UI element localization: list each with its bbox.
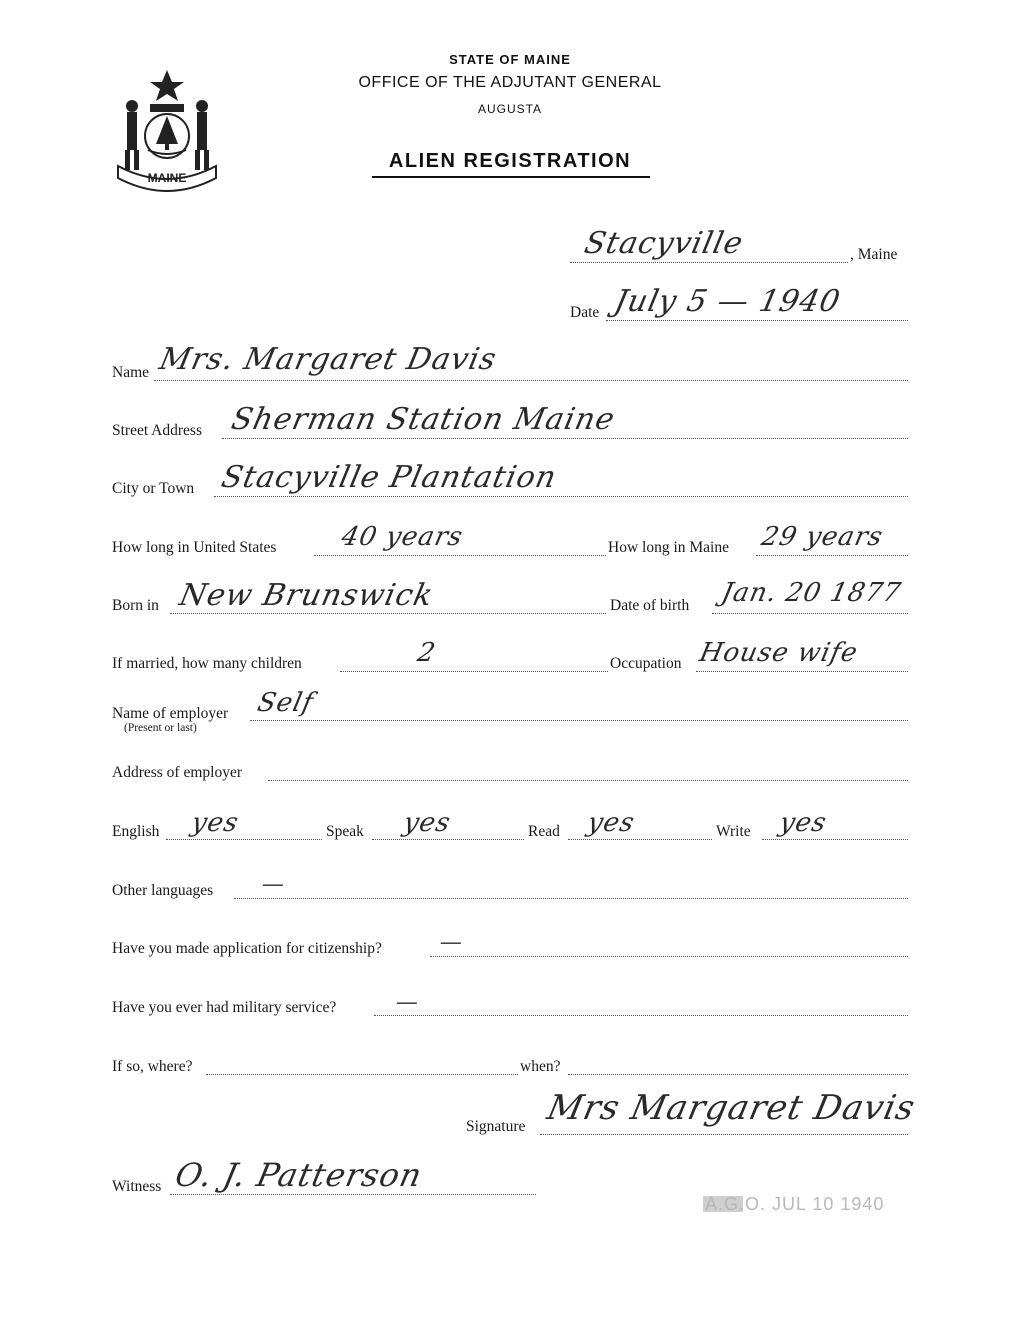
state-seal-icon [112, 66, 222, 192]
children-value: 2 [414, 638, 439, 668]
witness-label: Witness [112, 1178, 162, 1195]
office-heading: OFFICE OF THE ADJUTANT GENERAL [358, 74, 662, 91]
signature-label: Signature [466, 1118, 526, 1135]
write-label: Write [716, 823, 751, 840]
title-underline [372, 176, 650, 178]
born-label: Born in [112, 597, 159, 614]
when-label: when? [520, 1058, 561, 1075]
occupation-value: House wife [696, 638, 861, 668]
speak-value: yes [400, 808, 454, 838]
born-value: New Brunswick [176, 578, 437, 613]
english-label: English [112, 823, 160, 840]
employer-note: (Present or last) [124, 722, 197, 734]
witness-value: O. J. Patterson [171, 1156, 426, 1194]
speak-label: Speak [326, 823, 364, 840]
citizenship-value: — [437, 930, 466, 955]
maine-years-label: How long in Maine [608, 539, 729, 556]
date-value: July 5 — 1940 [611, 284, 844, 319]
street-label: Street Address [112, 422, 202, 439]
dob-value: Jan. 20 1877 [718, 578, 904, 608]
other-languages-label: Other languages [112, 882, 214, 899]
signature-value: Mrs Margaret Davis [543, 1088, 919, 1128]
seal-text: MAINE [147, 171, 187, 185]
read-label: Read [528, 823, 560, 840]
write-value: yes [776, 808, 830, 838]
dob-label: Date of birth [610, 597, 690, 614]
military-value: — [393, 990, 422, 1015]
occupation-label: Occupation [610, 655, 682, 672]
city-label: City or Town [112, 480, 195, 497]
street-value: Sherman Station Maine [228, 402, 619, 437]
us-years-value: 40 years [338, 522, 466, 552]
employer-label: Name of employer [112, 705, 229, 722]
us-label: How long in United States [112, 539, 277, 556]
name-label: Name [112, 364, 150, 381]
name-value: Mrs. Margaret Davis [156, 342, 500, 377]
employer-address-label: Address of employer [112, 764, 242, 781]
city-heading: AUGUSTA [477, 102, 543, 116]
where-label: If so, where? [112, 1058, 193, 1075]
maine-years-value: 29 years [758, 522, 886, 552]
other-languages-value: — [259, 872, 288, 897]
married-label: If married, how many children [112, 655, 302, 672]
form-title: ALIEN REGISTRATION [388, 150, 632, 172]
military-label: Have you ever had military service? [112, 999, 337, 1016]
city-value: Stacyville Plantation [218, 460, 560, 495]
received-stamp: A.G.O. JUL 10 1940 [705, 1194, 885, 1214]
state-heading: STATE OF MAINE [449, 52, 571, 67]
maine-label: , Maine [850, 246, 898, 263]
citizenship-label: Have you made application for citizenship? [112, 940, 382, 957]
date-label: Date [570, 304, 600, 321]
english-value: yes [188, 808, 242, 838]
read-value: yes [584, 808, 638, 838]
employer-value: Self [254, 688, 317, 718]
town-value: Stacyville [581, 226, 747, 261]
